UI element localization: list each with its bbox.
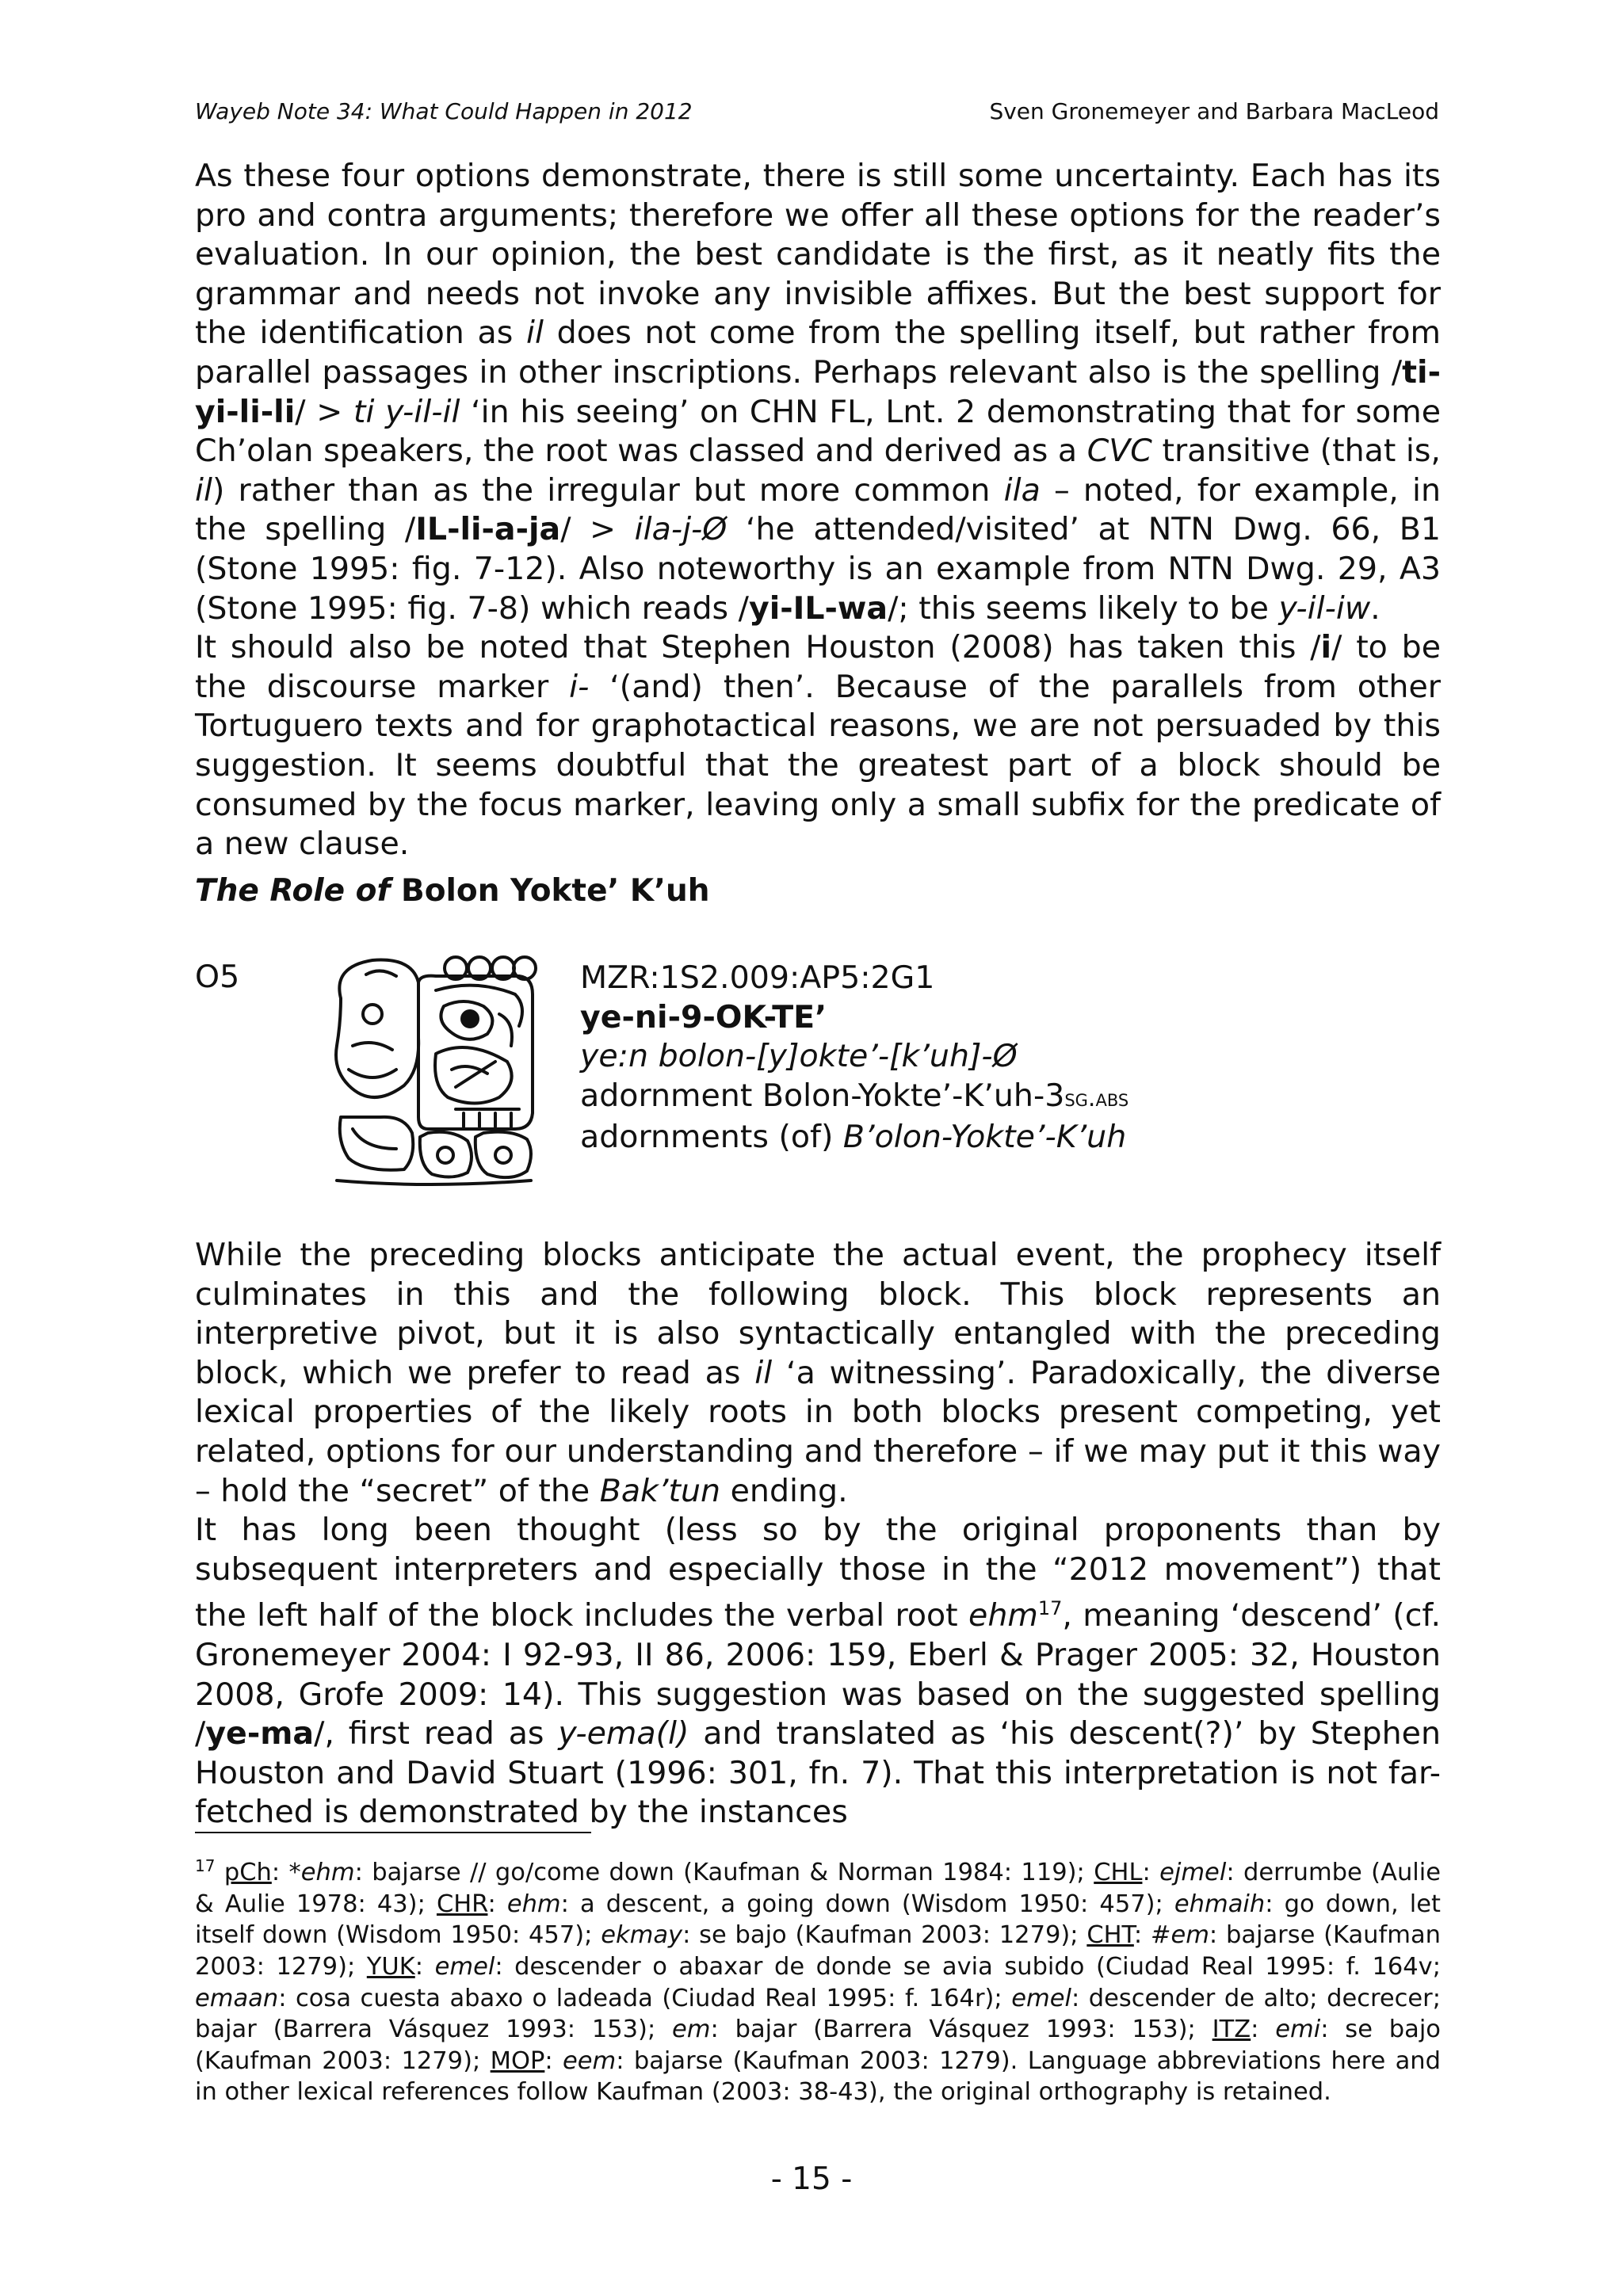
- paragraph-4: It has long been thought (less so by the original proponents than by subsequent interpreters and especially those in the “2012 movement”) that the left half of the block includes the verbal root ehm$^{17}$, meaning ‘descend’ (cf. Gronemeyer 2004: I 92-93, II 86, 2006: 159, Eberl & Prager 2005: 32, Houston 2008, Grofe 2009: 14). This suggestion was based on the suggested spelling /ye-ma/, first read as y-ema(l) and translated as ‘his descent(?)’ by Stephen Houston and David Stuart (1996: 301, fn. 7). That this interpretation is not far-fetched is demonstrated by the instances: [195, 1512, 1442, 1831]
- glyph-gloss: [580, 959, 1128, 1158]
- glyph-morph-gloss: adornment Bolon-Yokte’-K’uh-3sg.abs: [580, 1077, 1129, 1114]
- glyph-transcription: ye:n bolon-[y]okte’-[k’uh]-Ø: [580, 1038, 1018, 1075]
- paragraph-1: As these four options demonstrate, there is still some uncertainty. Each has its pro and contra arguments; therefore we offer all these options for the reader’s evaluation. In our opinion, the best candidate is the first, as it neatly fits the grammar and needs not invoke any invisible affixes. But the best support for the identification as il does not come from the spelling itself, but rather from parallel passages in other inscriptions. Perhaps relevant also is the spelling /ti-yi-li-li/ > ti y-il-il ‘in his seeing’ on CHN FL, Lnt. 2 demonstrating that for some Ch’olan speakers, the root was classed and derived as a CVC transitive (that is, il) rather than as the irregular but more common ila – noted, for example, in the spelling /IL-li-a-ja/ > ila-j-Ø ‘he attended/visited’ at NTN Dwg. 66, B1 (Stone 1995: fig. 7-12). Also noteworthy is an example from NTN Dwg. 29, A3 (Stone 1995: fig. 7-8) which reads /yi-IL-wa/; this seems likely to be y-il-iw.: [195, 158, 1442, 627]
- paragraph-interpretation: [195, 1236, 1441, 1833]
- glyph-code: MZR:1S2.009:AP5:2G1: [580, 959, 935, 996]
- footnote-17: $^{17}$ pCh: *ehm: bajarse // go/come down (Kaufman & Norman 1984: 119); CHL: ejmel: derrumbe (Aulie & Aulie 1978: 43); CHR: ehm: a descent, a going down (Wisdom 1950: 457); ehmaih: go down, let itself down (Wisdom 1950: 457); ekmay: se bajo (Kaufman 2003: 1279); CHT: #em: bajarse (Kaufman 2003: 1279); YUK: emel: descender o abaxar de donde se avia subido (Ciudad Real 1995: f. 164v; emaan: cosa cuesta abaxo o ladeada (Ciudad Real 1995: f. 164r); emel: descender de alto; decrecer; bajar (Barrera Vásquez 1993: 153); em: bajar (Barrera Vásquez 1993: 153); ITZ: emi: se bajo (Kaufman 2003: 1279); MOP: eem: bajarse (Kaufman 2003: 1279). Language abbreviations here and in other lexical references follow Kaufman (2003: 38-43), the original orthography is retained.: [195, 1856, 1441, 2107]
- block-id: O5: [195, 959, 240, 995]
- running-header-title: Wayeb Note 34: What Could Happen in 2012: [195, 98, 693, 124]
- paragraph-3: While the preceding blocks anticipate the actual event, the prophecy itself culminates in this and the following block. This block represents an interpretive pivot, but it is also syntactically entangled with the preceding block, which we prefer to read as il ‘a witnessing’. Paradoxically, the diverse lexical properties of the likely roots in both blocks present competing, yet related, options for our understanding and therefore – if we may put it this way – hold the “secret” of the Bak’tun ending.: [195, 1237, 1442, 1509]
- footnote-rule: [195, 1832, 591, 1833]
- glyph-transliteration: ye-ni-9-OK-TE’: [580, 998, 827, 1035]
- section-heading: [195, 873, 709, 909]
- paragraph-options: [195, 157, 1441, 864]
- maya-glyph-drawing: [317, 951, 539, 1188]
- section-heading-italic: The Role of: [195, 873, 391, 909]
- section-heading-bold: Bolon Yokte’ K’uh: [401, 873, 710, 909]
- page-number: - 15 -: [770, 2161, 853, 2197]
- abs-marker: sg.abs: [1064, 1084, 1129, 1112]
- glyph-translation: adornments (of) B’olon-Yokte’-K’uh: [580, 1119, 1127, 1156]
- paragraph-2: It should also be noted that Stephen Houston (2008) has taken this /i/ to be the discourse marker i- ‘(and) then’. Because of the parallels from other Tortuguero texts and for graphotactical reasons, we are not persuaded by this suggestion. It seems doubtful that the greatest part of a block should be consumed by the focus marker, leaving only a small subfix for the predicate of a new clause.: [195, 629, 1442, 863]
- running-header-authors: Sven Gronemeyer and Barbara MacLeod: [989, 98, 1439, 124]
